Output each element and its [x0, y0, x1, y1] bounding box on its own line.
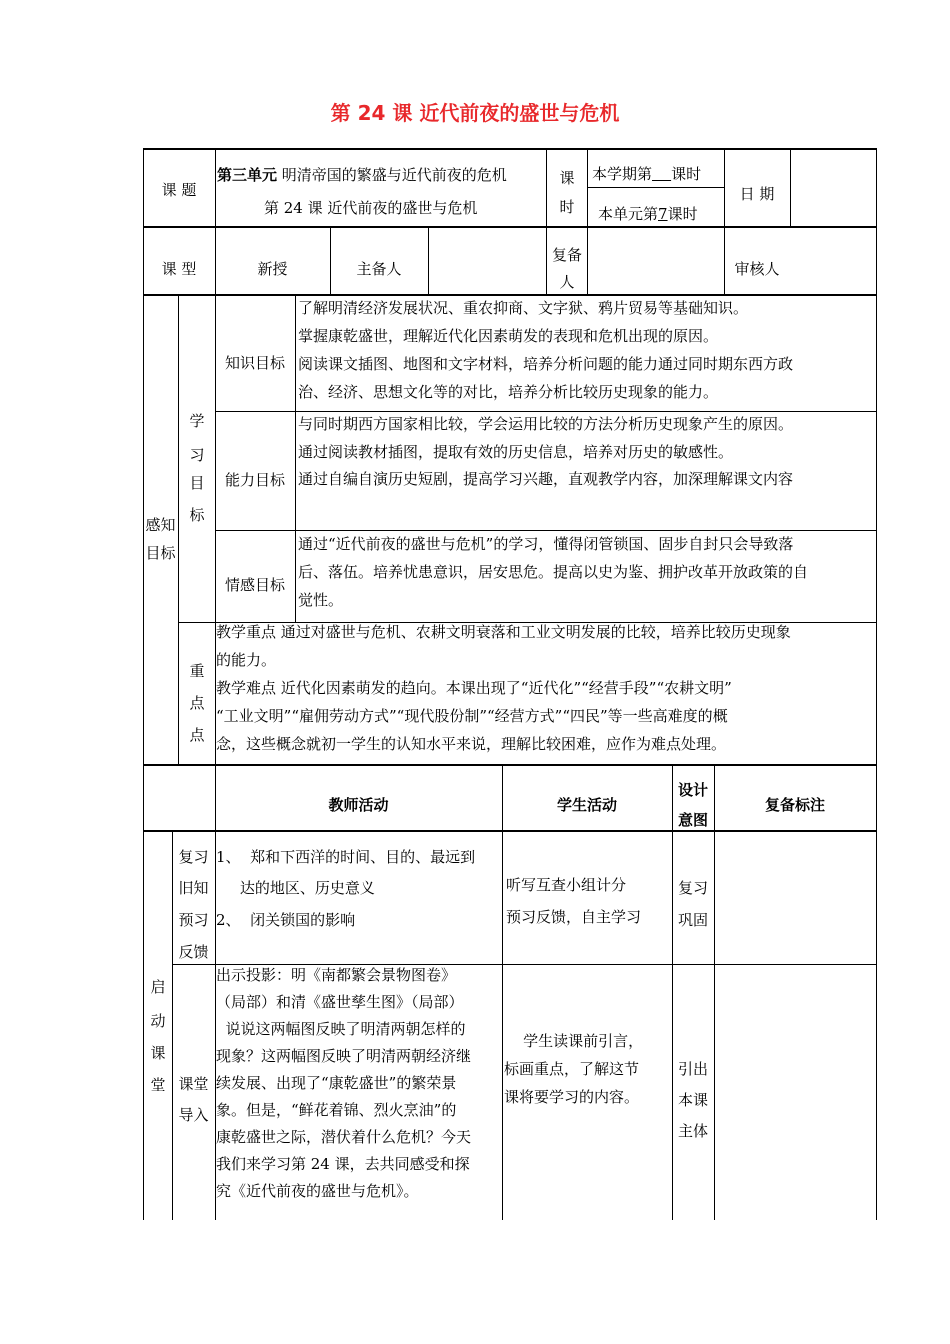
key-line: 念，这些概念就初一学生的认知水平来说，理解比较困难，应作为难点处理。 [216, 735, 727, 753]
study-goal-label-1: 学 [189, 412, 205, 430]
ability-line: 通过自编自演历史短剧，提高学习兴趣，直观教学内容，加深理解课文内容 [298, 470, 794, 488]
goals-outer-label-2: 目标 [145, 544, 176, 562]
unit-title [217, 161, 507, 189]
knowledge-goal-label: 知识目标 [224, 354, 285, 372]
main-preparer-label: 主备人 [356, 260, 402, 278]
teacher-activity-header: 教师活动 [328, 796, 389, 814]
intro-teacher-line: 说说这两幅图反映了明清两朝怎样的 [216, 1020, 466, 1038]
intro-section-label: 导入 [178, 1106, 209, 1124]
review-design-line: 复习 [677, 879, 708, 897]
semester-lesson [592, 160, 701, 188]
emotion-goal-label: 情感目标 [224, 576, 285, 594]
study-goal-label-4: 标 [189, 506, 205, 524]
review-label-1: 复备 [551, 246, 582, 264]
knowledge-line: 阅读课文插图、地图和文字材料，培养分析问题的能力通过同时期东西方政 [298, 355, 794, 373]
keshi-label-2: 时 [559, 198, 575, 216]
intro-teacher-line: 现象？这两幅图反映了明清两朝经济继 [216, 1047, 472, 1065]
intro-teacher-line: 康乾盛世之际，潜伏着什么危机？今天 [216, 1128, 472, 1146]
col-divider [178, 296, 179, 764]
review-student-line: 听写互查小组计分 [506, 876, 627, 894]
review-design-line: 巩固 [677, 911, 708, 929]
review-section-label: 旧知 [178, 879, 209, 897]
col-divider [587, 148, 588, 296]
intro-teacher-line: 究《近代前夜的盛世与危机》。 [216, 1182, 419, 1200]
review-label-2: 人 [559, 273, 575, 291]
intro-teacher-line: 续发展、出现了“康乾盛世”的繁荣景 [216, 1074, 457, 1092]
date-label: 日 期 [739, 185, 775, 203]
intro-section-label: 课堂 [178, 1075, 209, 1093]
col-divider [672, 766, 673, 1220]
student-activity-header: 学生活动 [556, 796, 617, 814]
table-border-left [143, 148, 144, 1220]
semester-prefix: 本学期第 [592, 165, 653, 183]
intro-student-line: 学生读课前引言， [504, 1032, 644, 1050]
row-divider [143, 764, 877, 766]
row-divider [143, 226, 877, 228]
col-divider [295, 296, 296, 622]
key-label-1: 重 [189, 662, 205, 680]
intro-student-line: 标画重点，了解这节 [504, 1060, 640, 1078]
unit-lesson [598, 200, 698, 228]
key-label-3: 点 [189, 726, 205, 744]
process-label-3: 课 [150, 1044, 166, 1062]
key-line: 的能力。 [216, 651, 277, 669]
review-teacher-line: 1、 郑和下西洋的时间、目的、最远到 [216, 848, 476, 866]
design-intent-header-2: 意图 [677, 811, 708, 829]
unit-lesson-suffix: 课时 [667, 205, 698, 223]
review-teacher-line: 达的地区、历史意义 [216, 879, 375, 897]
intro-teacher-line: 象。但是，“鲜花着锦、烈火烹油”的 [216, 1101, 457, 1119]
intro-teacher-line: 出示投影：明《南都繁会景物图卷》 [216, 966, 457, 984]
design-intent-header-1: 设计 [677, 781, 708, 799]
intro-student-line: 课将要学习的内容。 [504, 1088, 640, 1106]
review-section-label: 预习 [178, 911, 209, 929]
emotion-line: 通过“近代前夜的盛世与危机”的学习，懂得闭管锁国、固步自封只会导致落 [298, 535, 794, 553]
ability-line: 通过阅读教材插图，提取有效的历史信息，培养对历史的敏感性。 [298, 443, 734, 461]
review-student-line: 预习反馈，自主学习 [506, 908, 642, 926]
goals-outer-label-1: 感知 [145, 516, 176, 534]
process-label-1: 启 [150, 978, 166, 996]
ability-goal-label: 能力目标 [224, 471, 285, 489]
semester-blank[interactable] [652, 165, 671, 183]
col-divider [790, 148, 791, 228]
key-line: “工业文明”“雇佣劳动方式”“现代股份制”“经营方式”“四民”等一些高难度的概 [216, 707, 728, 725]
intro-design-line: 本课 [677, 1091, 708, 1109]
intro-design-line: 主体 [677, 1122, 708, 1140]
row-divider [143, 830, 877, 832]
key-line: 教学难点 近代化因素萌发的趋向。本课出现了“近代化”“经营手段”“农耕文明” [216, 679, 732, 697]
col-divider [714, 766, 715, 1220]
lesson-title: 第 24 课 近代前夜的盛世与危机 [264, 199, 478, 217]
knowledge-line: 治、经济、思想文化等的对比，培养分析比较历史现象的能力。 [298, 383, 719, 401]
key-label-2: 点 [189, 694, 205, 712]
study-goal-label-3: 目 [189, 474, 205, 492]
table-border-top [143, 148, 877, 150]
study-goal-label-2: 习 [189, 446, 205, 464]
remark-header: 复备标注 [764, 796, 825, 814]
emotion-line: 觉性。 [298, 591, 344, 609]
type-label: 课 型 [161, 260, 197, 278]
ability-line: 与同时期西方国家相比较，学会运用比较的方法分析历史现象产生的原因。 [298, 415, 794, 433]
knowledge-line: 了解明清经济发展状况、重农抑商、文字狱、鸦片贸易等基础知识。 [298, 299, 749, 317]
review-teacher-line: 2、 闭关锁国的影响 [216, 911, 356, 929]
col-divider [428, 228, 429, 296]
keti-label: 课 题 [161, 181, 197, 199]
key-line: 教学重点 通过对盛世与危机、农耕文明衰落和工业文明发展的比较，培养比较历史现象 [216, 623, 791, 641]
page-title: 第 24 课 近代前夜的盛世与危机 [330, 101, 620, 125]
unit-lesson-number: 7 [658, 205, 668, 223]
review-section-label: 反馈 [178, 943, 209, 961]
semester-suffix: 课时 [671, 165, 702, 183]
unit-bold: 第三单元 [217, 166, 278, 184]
type-value: 新授 [257, 260, 288, 278]
process-label-4: 堂 [150, 1076, 166, 1094]
knowledge-line: 掌握康乾盛世，理解近代化因素萌发的表现和危机出现的原因。 [298, 327, 719, 345]
intro-design-line: 引出 [677, 1060, 708, 1078]
unit-rest: 明清帝国的繁盛与近代前夜的危机 [277, 166, 507, 184]
intro-teacher-line: （局部）和清《盛世孳生图》（局部） [216, 993, 464, 1011]
emotion-line: 后、落伍。培养忧患意识，居安思危。提高以史为鉴、拥护改革开放政策的自 [298, 563, 809, 581]
process-label-2: 动 [150, 1012, 166, 1030]
review-section-label: 复习 [178, 848, 209, 866]
auditor-label: 审核人 [734, 260, 780, 278]
table-border-right [876, 148, 877, 1220]
col-divider [502, 766, 503, 1220]
keshi-label-1: 课 [559, 169, 575, 187]
intro-teacher-line: 我们来学习第 24 课，去共同感受和探 [216, 1155, 470, 1173]
unit-lesson-prefix: 本单元第 [598, 205, 659, 223]
